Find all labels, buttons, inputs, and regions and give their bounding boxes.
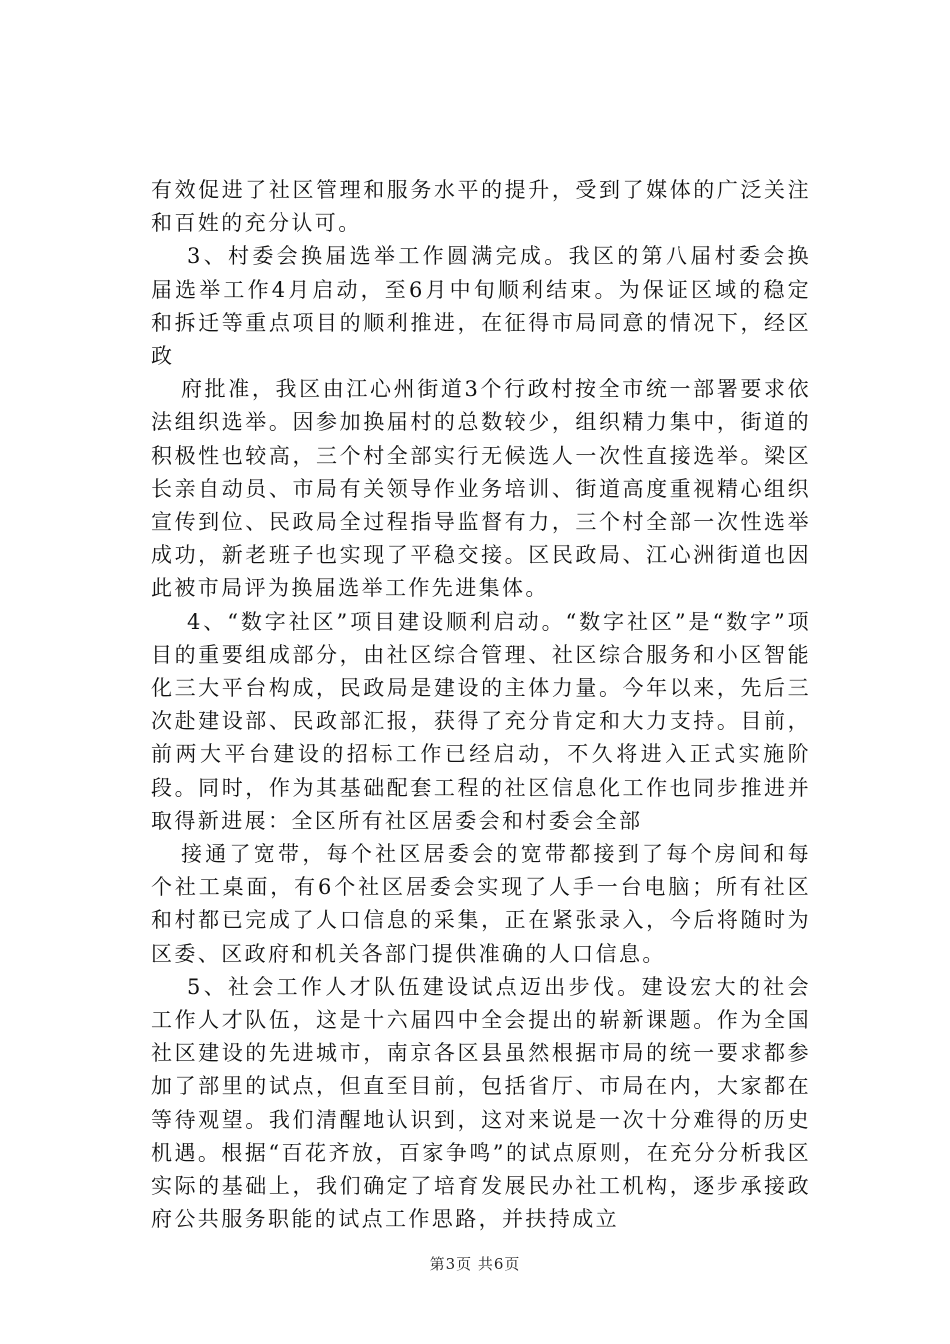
paragraph-social-work-talent: 5、社会工作人才队伍建设试点迈出步伐。建设宏大的社会工作人才队伍，这是十六届四中全会提出的崭新课题。作为全国社区建设的先进城市，南京各区县虽然根据市局的统一要求都参加了部里的试点，但直至目前，包括省厅、市局在内，大家都在等待观望。我们清醒地认识到，这对来说是一次十分难得的历史机遇。根据“百花齐放，百家争鸣”的试点原则，在充分分析我区实际的基础上，我们确定了培育发展民办社工机构，逐步承接政府公共服务职能的试点工作思路，并扶持成立: [151, 974, 811, 1232]
paragraph-election-approval: 府批准，我区由江心州街道3个行政村按全市统一部署要求依法组织选举。因参加换届村的总数较少，组织精力集中，街道的积极性也较高，三个村全部实行无候选人一次性直接选举。梁区长亲自动员、市局有关领导作业务培训、街道高度重视精心组织宣传到位、民政局全过程指导监督有力，三个村全部一次性选举成功，新老班子也实现了平稳交接。区民政局、江心洲街道也因此被市局评为换届选举工作先进集体。: [151, 377, 811, 601]
document-body: [151, 174, 811, 1237]
paragraph-continuation: 有效促进了社区管理和服务水平的提升，受到了媒体的广泛关注和百姓的充分认可。: [151, 178, 811, 236]
page-number-footer: 第3页 共6页: [429, 1255, 521, 1273]
paragraph-village-election: 3、村委会换届选举工作圆满完成。我区的第八届村委会换届选举工作4月启动，至6月中旬顺利结束。为保证区域的稳定和拆迁等重点项目的顺利推进，在征得市局同意的情况下，经区政: [151, 244, 811, 369]
paragraph-broadband: 接通了宽带，每个社区居委会的宽带都接到了每个房间和每个社工桌面，有6个社区居委会实现了人手一台电脑；所有社区和村都已完成了人口信息的采集，正在紧张录入，今后将随时为区委、区政府和机关各部门提供准确的人口信息。: [151, 842, 811, 966]
paragraph-digital-community: 4、“数字社区”项目建设顺利启动。“数字社区”是“数字”项目的重要组成部分，由社区综合管理、社区综合服务和小区智能化三大平台构成，民政局是建设的主体力量。今年以来，先后三次赴建设部、民政部汇报，获得了充分肯定和大力支持。目前，前两大平台建设的招标工作已经启动，不久将进入正式实施阶段。同时，作为其基础配套工程的社区信息化工作也同步推进并取得新进展：全区所有社区居委会和村委会全部: [151, 609, 811, 833]
